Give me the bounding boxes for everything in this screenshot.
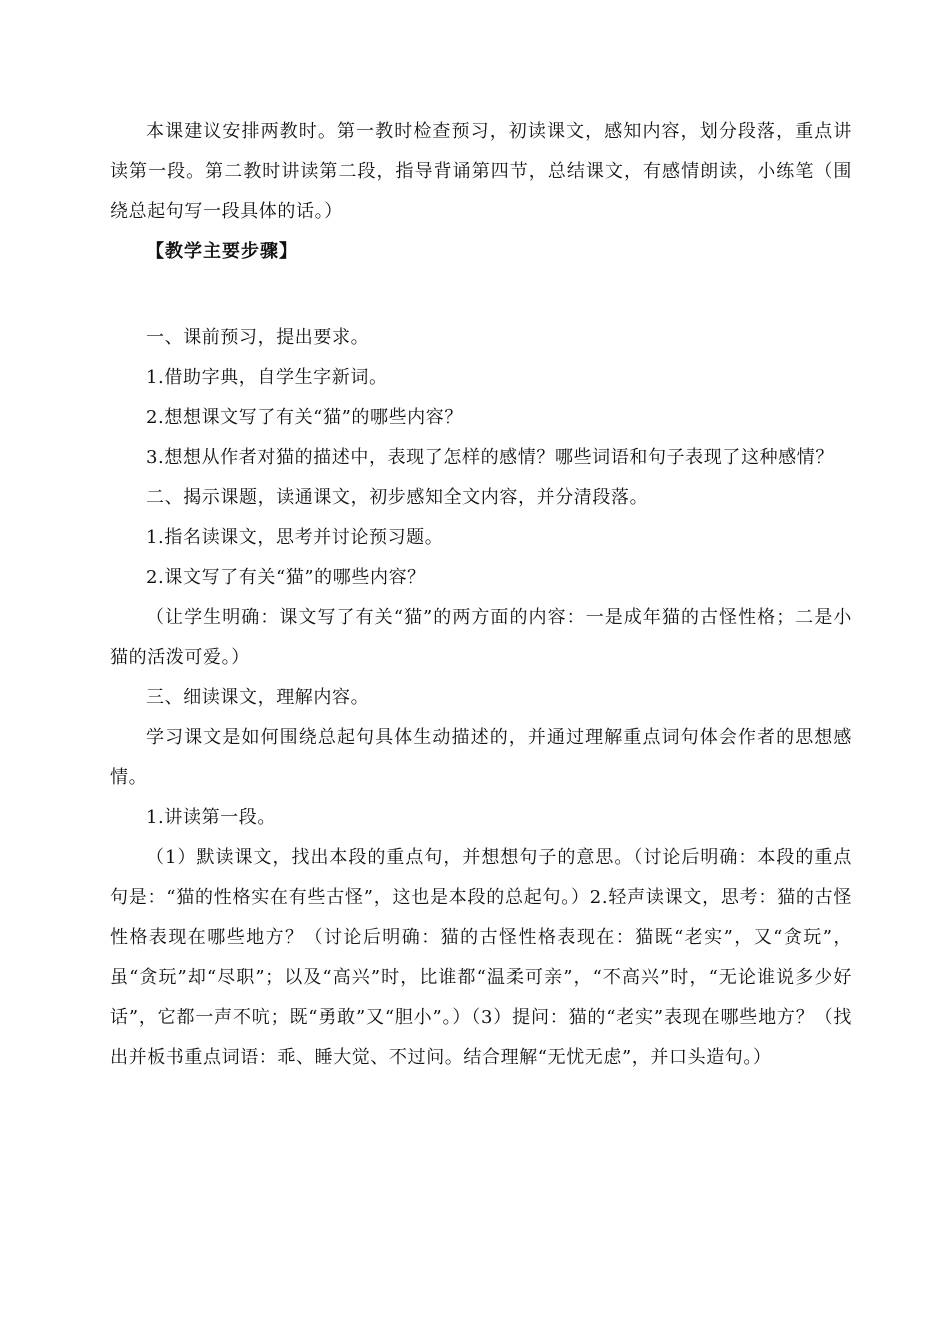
step-three-heading: 三、细读课文，理解内容。 (146, 687, 370, 708)
step-one-heading: 一、课前预习，提出要求。 (146, 327, 370, 348)
document-body (110, 112, 852, 1078)
step-two-note: （让学生明确：课文写了有关“猫”的两方面的内容：一是成年猫的古怪性格；二是小猫的活泼可爱。） (110, 607, 852, 668)
intro-paragraph: 本课建议安排两教时。第一教时检查预习，初读课文，感知内容，划分段落，重点讲读第一段。第二教时讲读第二段，指导背诵第四节，总结课文，有感情朗读，小练笔（围绕总起句写一段具体的话。） (110, 121, 852, 222)
step-two-heading: 二、揭示课题，读通课文，初步感知全文内容，并分清段落。 (146, 487, 649, 508)
step-one-item-3: 3.想想从作者对猫的描述中，表现了怎样的感情？哪些词语和句子表现了这种感情？ (146, 447, 834, 468)
step-two-item-2: 2.课文写了有关“猫”的哪些内容？ (146, 567, 426, 588)
step-two-item-1: 1.指名读课文，思考并讨论预习题。 (146, 527, 444, 548)
step-three-item-1: 1.讲读第一段。 (146, 807, 276, 828)
step-one-item-2: 2.想想课文写了有关“猫”的哪些内容？ (146, 407, 463, 428)
step-three-description: 学习课文是如何围绕总起句具体生动描述的，并通过理解重点词句体会作者的思想感情。 (110, 727, 852, 788)
spacer (110, 272, 852, 318)
step-three-detail: （1）默读课文，找出本段的重点句，并想想句子的意思。（讨论后明确：本段的重点句是：“猫的性格实在有些古怪”，这也是本段的总起句。）2.轻声读课文，思考：猫的古怪性格表现在哪些地方？（讨论后明确：猫的古怪性格表现在：猫既“老实”，又“贪玩”，虽“贪玩”却“尽职”；以及“高兴”时，比谁都“温柔可亲”，“不高兴”时，“无论谁说多少好话”，它都一声不吭；既“勇敢”又“胆小”。）（3）提问：猫的“老实”表现在哪些地方？（找出并板书重点词语：乖、睡大觉、不过问。结合理解“无忧无虑”，并口头造句。） (110, 847, 852, 1068)
step-one-item-1: 1.借助字典，自学生字新词。 (146, 367, 388, 388)
section-heading: 【教学主要步骤】 (146, 241, 298, 262)
